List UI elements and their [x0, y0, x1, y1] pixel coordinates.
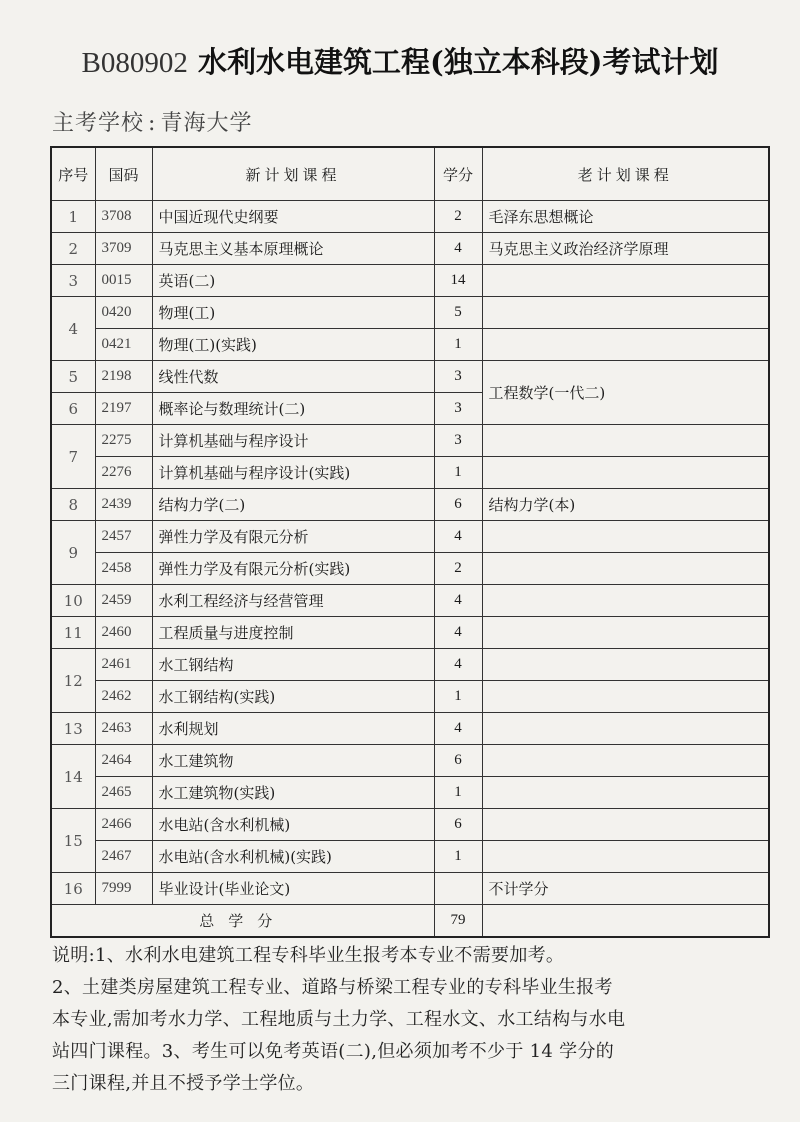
cell-old-course — [482, 553, 769, 585]
cell-credits: 1 — [434, 457, 482, 489]
cell-course: 概率论与数理统计(二) — [152, 393, 434, 425]
cell-credits: 2 — [434, 553, 482, 585]
cell-old-course: 不计学分 — [482, 873, 769, 905]
notes-line: 说明:1、水利水电建筑工程专科毕业生报考本专业不需要加考。 — [52, 945, 565, 966]
table-row — [51, 297, 769, 329]
cell-code: 2460 — [95, 617, 152, 649]
cell-old-course — [482, 809, 769, 841]
exam-plan-table — [50, 146, 770, 938]
cell-old-course — [482, 457, 769, 489]
cell-old-course — [482, 329, 769, 361]
cell-credits: 14 — [434, 265, 482, 297]
cell-old-course — [482, 777, 769, 809]
notes-line: 本专业,需加考水力学、工程地质与土力学、工程水文、水工结构与水电 — [52, 1009, 626, 1030]
cell-course: 水电站(含水利机械)(实践) — [152, 841, 434, 873]
cell-credits: 6 — [434, 809, 482, 841]
cell-code: 2457 — [95, 521, 152, 553]
cell-credits — [434, 873, 482, 905]
table-row — [51, 361, 769, 393]
cell-code: 2461 — [95, 649, 152, 681]
cell-course: 工程质量与进度控制 — [152, 617, 434, 649]
cell-old-course — [482, 585, 769, 617]
table-row — [51, 329, 769, 361]
cell-old-course — [482, 265, 769, 297]
cell-old-course — [482, 681, 769, 713]
cell-course: 马克思主义基本原理概论 — [152, 233, 434, 265]
cell-code: 2275 — [95, 425, 152, 457]
table-row — [51, 809, 769, 841]
cell-no: 4 — [51, 297, 95, 361]
table-row — [51, 713, 769, 745]
cell-course: 水工钢结构(实践) — [152, 681, 434, 713]
cell-old-course — [482, 745, 769, 777]
cell-old-course: 马克思主义政治经济学原理 — [482, 233, 769, 265]
cell-old-course — [482, 521, 769, 553]
cell-course: 水利工程经济与经营管理 — [152, 585, 434, 617]
cell-course: 毕业设计(毕业论文) — [152, 873, 434, 905]
cell-old-course: 毛泽东思想概论 — [482, 201, 769, 233]
cell-credits: 4 — [434, 649, 482, 681]
table-row — [51, 649, 769, 681]
cell-no: 12 — [51, 649, 95, 713]
cell-credits: 3 — [434, 393, 482, 425]
table-row — [51, 777, 769, 809]
school-name: 青海大学 — [160, 111, 253, 136]
total-old-course — [482, 905, 769, 938]
cell-course: 弹性力学及有限元分析(实践) — [152, 553, 434, 585]
cell-no: 7 — [51, 425, 95, 489]
table-row — [51, 201, 769, 233]
table-row — [51, 265, 769, 297]
cell-code: 2464 — [95, 745, 152, 777]
cell-no: 10 — [51, 585, 95, 617]
cell-credits: 6 — [434, 745, 482, 777]
notes-paragraph — [52, 940, 774, 1100]
table-row — [51, 617, 769, 649]
cell-no: 14 — [51, 745, 95, 809]
cell-code: 2459 — [95, 585, 152, 617]
cell-credits: 4 — [434, 233, 482, 265]
cell-code: 2463 — [95, 713, 152, 745]
cell-code: 2276 — [95, 457, 152, 489]
cell-course: 计算机基础与程序设计(实践) — [152, 457, 434, 489]
cell-no: 1 — [51, 201, 95, 233]
cell-old-course — [482, 713, 769, 745]
table-row — [51, 489, 769, 521]
cell-no: 2 — [51, 233, 95, 265]
school-label: 主考学校 — [52, 111, 145, 136]
cell-course: 结构力学(二) — [152, 489, 434, 521]
header-code: 国码 — [95, 147, 152, 201]
table-row — [51, 457, 769, 489]
cell-code: 7999 — [95, 873, 152, 905]
cell-no: 3 — [51, 265, 95, 297]
cell-credits: 4 — [434, 713, 482, 745]
school-separator: : — [148, 111, 157, 136]
cell-course: 水工钢结构 — [152, 649, 434, 681]
cell-code: 2198 — [95, 361, 152, 393]
cell-code: 0420 — [95, 297, 152, 329]
cell-credits: 4 — [434, 617, 482, 649]
cell-credits: 6 — [434, 489, 482, 521]
cell-code: 3708 — [95, 201, 152, 233]
notes-line: 2、土建类房屋建筑工程专业、道路与桥梁工程专业的专科毕业生报考 — [52, 977, 613, 998]
cell-credits: 1 — [434, 841, 482, 873]
table-row — [51, 681, 769, 713]
header-new-course: 新计划课程 — [152, 147, 434, 201]
cell-old-course: 工程数学(一代二) — [482, 361, 769, 425]
cell-old-course — [482, 841, 769, 873]
major-title: 水利水电建筑工程(独立本科段)考试计划 — [198, 45, 719, 79]
cell-code: 2458 — [95, 553, 152, 585]
table-row — [51, 233, 769, 265]
cell-credits: 1 — [434, 329, 482, 361]
cell-course: 中国近现代史纲要 — [152, 201, 434, 233]
notes-line: 三门课程,并且不授予学士学位。 — [52, 1073, 315, 1094]
cell-code: 3709 — [95, 233, 152, 265]
total-row — [51, 905, 769, 938]
header-credits: 学分 — [434, 147, 482, 201]
cell-course: 水工建筑物 — [152, 745, 434, 777]
cell-no: 8 — [51, 489, 95, 521]
cell-code: 0421 — [95, 329, 152, 361]
cell-course: 水利规划 — [152, 713, 434, 745]
notes-line: 站四门课程。3、考生可以免考英语(二),但必须加考不少于 14 学分的 — [52, 1041, 615, 1062]
cell-code: 2467 — [95, 841, 152, 873]
table-row — [51, 425, 769, 457]
cell-no: 15 — [51, 809, 95, 873]
cell-course: 英语(二) — [152, 265, 434, 297]
table-row — [51, 873, 769, 905]
cell-credits: 4 — [434, 585, 482, 617]
cell-credits: 4 — [434, 521, 482, 553]
table-row — [51, 841, 769, 873]
cell-credits: 3 — [434, 361, 482, 393]
table-row — [51, 521, 769, 553]
cell-code: 0015 — [95, 265, 152, 297]
cell-code: 2466 — [95, 809, 152, 841]
cell-no: 6 — [51, 393, 95, 425]
cell-course: 弹性力学及有限元分析 — [152, 521, 434, 553]
cell-code: 2197 — [95, 393, 152, 425]
cell-course: 水电站(含水利机械) — [152, 809, 434, 841]
cell-credits: 5 — [434, 297, 482, 329]
cell-course: 水工建筑物(实践) — [152, 777, 434, 809]
cell-old-course: 结构力学(本) — [482, 489, 769, 521]
cell-no: 16 — [51, 873, 95, 905]
total-label: 总学分 — [51, 905, 434, 938]
cell-credits: 3 — [434, 425, 482, 457]
cell-course: 物理(工)(实践) — [152, 329, 434, 361]
cell-code: 2462 — [95, 681, 152, 713]
cell-old-course — [482, 617, 769, 649]
cell-course: 计算机基础与程序设计 — [152, 425, 434, 457]
cell-old-course — [482, 297, 769, 329]
total-credits: 79 — [434, 905, 482, 938]
cell-credits: 1 — [434, 681, 482, 713]
cell-code: 2465 — [95, 777, 152, 809]
table-header-row — [51, 147, 769, 201]
cell-course: 物理(工) — [152, 297, 434, 329]
school-line — [52, 106, 252, 137]
cell-credits: 2 — [434, 201, 482, 233]
cell-no: 5 — [51, 361, 95, 393]
cell-course: 线性代数 — [152, 361, 434, 393]
cell-credits: 1 — [434, 777, 482, 809]
table-row — [51, 553, 769, 585]
major-code: B080902 — [81, 47, 188, 79]
cell-old-course — [482, 425, 769, 457]
header-old-course: 老计划课程 — [482, 147, 769, 201]
cell-code: 2439 — [95, 489, 152, 521]
header-no: 序号 — [51, 147, 95, 201]
page-title — [0, 40, 800, 81]
table-row — [51, 585, 769, 617]
cell-old-course — [482, 649, 769, 681]
table-row — [51, 745, 769, 777]
cell-no: 11 — [51, 617, 95, 649]
cell-no: 9 — [51, 521, 95, 585]
cell-no: 13 — [51, 713, 95, 745]
